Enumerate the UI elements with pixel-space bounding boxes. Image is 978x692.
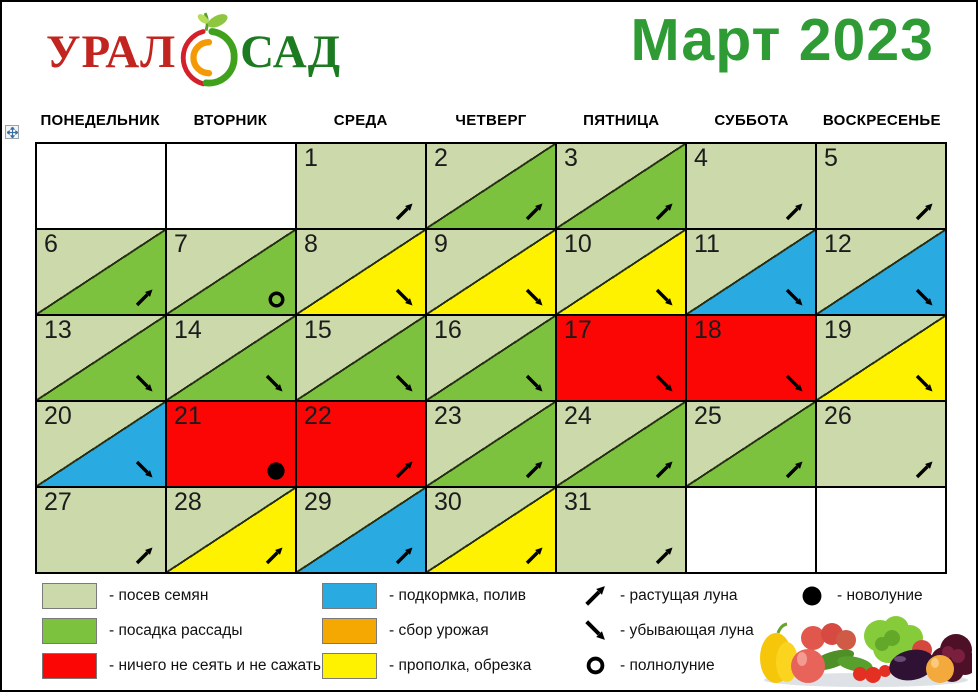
legend-label: - убывающая луна — [620, 621, 754, 639]
calendar-cell-27 — [37, 488, 165, 572]
legend-item-red — [42, 652, 321, 679]
apple-logo-icon — [177, 6, 239, 95]
vegetables-image — [760, 608, 972, 688]
calendar-cell-25 — [687, 402, 815, 486]
legend-item-yellow — [322, 652, 531, 679]
calendar-cell-9 — [427, 230, 555, 314]
waxing-moon-icon — [653, 544, 676, 567]
day-number: 13 — [44, 316, 72, 344]
legend-item-green — [42, 617, 321, 644]
calendar-cell-4 — [687, 144, 815, 228]
calendar-cell-7 — [167, 230, 295, 314]
green-color-swatch — [42, 618, 97, 644]
day-number: 12 — [824, 230, 852, 258]
day-number: 2 — [434, 144, 448, 172]
calendar-cell-16 — [427, 316, 555, 400]
waning-moon-icon — [783, 286, 806, 309]
day-number: 16 — [434, 316, 462, 344]
waning-moon-icon — [263, 372, 286, 395]
calendar-cell-23 — [427, 402, 555, 486]
legend-label: - подкормка, полив — [389, 586, 527, 604]
waxing-moon-icon — [133, 286, 156, 309]
calendar-cell-22 — [297, 402, 425, 486]
weekday-label: ПЯТНИЦА — [583, 112, 660, 129]
day-number: 24 — [564, 402, 592, 430]
calendar-cell-19 — [817, 316, 945, 400]
day-number: 8 — [304, 230, 318, 258]
calendar-cell-31 — [557, 488, 685, 572]
waxing-moon-icon — [783, 458, 806, 481]
calendar-cell-30 — [427, 488, 555, 572]
day-number: 25 — [694, 402, 722, 430]
legend-label: - полнолуние — [620, 656, 715, 674]
calendar-cell-20 — [37, 402, 165, 486]
waxing-moon-icon — [393, 544, 416, 567]
legend-item-blue — [322, 582, 531, 609]
calendar-grid — [35, 142, 947, 574]
waxing-moon-icon — [393, 200, 416, 223]
legend-item-waxing-moon — [578, 582, 754, 609]
day-number: 15 — [304, 316, 332, 344]
legend-item-sage — [42, 582, 321, 609]
waxing-moon-icon — [523, 200, 546, 223]
day-number: 17 — [564, 316, 592, 344]
waning-moon-icon — [133, 458, 156, 481]
waxing-moon-icon — [913, 200, 936, 223]
legend-item-new-moon — [795, 582, 923, 609]
brand-logo — [46, 6, 341, 98]
day-number: 6 — [44, 230, 58, 258]
waxing-moon-icon — [653, 458, 676, 481]
weekday-label: СРЕДА — [333, 112, 388, 129]
calendar-cell-11 — [687, 230, 815, 314]
full-moon-icon — [578, 655, 612, 676]
day-number: 20 — [44, 402, 72, 430]
calendar-cell-empty — [687, 488, 815, 572]
waxing-moon-icon — [523, 458, 546, 481]
weekday-label: СУББОТА — [714, 112, 789, 129]
weekday-label: ЧЕТВЕРГ — [455, 112, 527, 129]
waxing-moon-icon — [653, 200, 676, 223]
calendar-cell-28 — [167, 488, 295, 572]
day-number: 10 — [564, 230, 592, 258]
waxing-moon-icon — [133, 544, 156, 567]
day-number: 3 — [564, 144, 578, 172]
legend-newmoon-col — [795, 582, 923, 609]
day-number: 29 — [304, 488, 332, 516]
calendar-cell-26 — [817, 402, 945, 486]
waxing-moon-icon — [578, 582, 612, 609]
day-number: 22 — [304, 402, 332, 430]
yellow-color-swatch — [322, 653, 377, 679]
calendar-cell-15 — [297, 316, 425, 400]
calendar-cell-17 — [557, 316, 685, 400]
calendar-cell-21 — [167, 402, 295, 486]
calendar-cell-empty — [37, 144, 165, 228]
day-number: 9 — [434, 230, 448, 258]
day-number: 21 — [174, 402, 202, 430]
day-number: 26 — [824, 402, 852, 430]
day-number: 7 — [174, 230, 188, 258]
legend-label: - растущая луна — [620, 586, 738, 604]
day-number: 23 — [434, 402, 462, 430]
legend-label: - посев семян — [109, 586, 209, 604]
day-number: 28 — [174, 488, 202, 516]
logo-text-ural: УРАЛ — [46, 26, 177, 78]
calendar-cell-2 — [427, 144, 555, 228]
weekday-row — [35, 112, 947, 129]
waxing-moon-icon — [263, 544, 286, 567]
legend-label: - прополка, обрезка — [389, 656, 532, 674]
calendar-cell-3 — [557, 144, 685, 228]
day-number: 5 — [824, 144, 838, 172]
waning-moon-icon — [783, 372, 806, 395]
calendar-cell-13 — [37, 316, 165, 400]
legend-symbols-col — [578, 582, 754, 679]
calendar-cell-1 — [297, 144, 425, 228]
waning-moon-icon — [653, 286, 676, 309]
calendar-cell-empty — [167, 144, 295, 228]
weekday-label: ВТОРНИК — [193, 112, 268, 129]
calendar-cell-18 — [687, 316, 815, 400]
red-color-swatch — [42, 653, 97, 679]
day-number: 4 — [694, 144, 708, 172]
new-moon-icon — [266, 461, 286, 481]
calendar-cell-6 — [37, 230, 165, 314]
day-number: 14 — [174, 316, 202, 344]
waxing-moon-icon — [913, 458, 936, 481]
calendar-cell-5 — [817, 144, 945, 228]
sage-color-swatch — [42, 583, 97, 609]
blue-color-swatch — [322, 583, 377, 609]
waning-moon-icon — [393, 286, 416, 309]
new-moon-icon — [795, 585, 829, 607]
legend-label: - посадка рассады — [109, 621, 243, 639]
orange-color-swatch — [322, 618, 377, 644]
waning-moon-icon — [913, 372, 936, 395]
calendar-cell-empty — [817, 488, 945, 572]
day-number: 30 — [434, 488, 462, 516]
legend-colors-col1 — [42, 582, 321, 679]
day-number: 11 — [694, 230, 720, 258]
waning-moon-icon — [578, 617, 612, 644]
weekday-label: ПОНЕДЕЛЬНИК — [40, 112, 160, 129]
day-number: 1 — [304, 144, 318, 172]
calendar-cell-10 — [557, 230, 685, 314]
legend-item-orange — [322, 617, 531, 644]
legend-colors-col2 — [322, 582, 531, 679]
legend-label: - ничего не сеять и не сажать — [109, 656, 321, 674]
weekday-label: ВОСКРЕСЕНЬЕ — [822, 112, 941, 129]
waning-moon-icon — [913, 286, 936, 309]
calendar-cell-12 — [817, 230, 945, 314]
calendar-cell-24 — [557, 402, 685, 486]
waxing-moon-icon — [523, 544, 546, 567]
waning-moon-icon — [393, 372, 416, 395]
page-title: Март 2023 — [630, 7, 934, 73]
waning-moon-icon — [523, 286, 546, 309]
day-number: 31 — [564, 488, 592, 516]
day-number: 27 — [44, 488, 72, 516]
day-number: 18 — [694, 316, 722, 344]
legend-label: - новолуние — [837, 586, 923, 604]
calendar-cell-29 — [297, 488, 425, 572]
legend-item-full-moon — [578, 652, 754, 679]
table-move-handle-icon[interactable] — [5, 125, 19, 139]
calendar-cell-14 — [167, 316, 295, 400]
legend-label: - сбор урожая — [389, 621, 489, 639]
legend-item-waning-moon — [578, 617, 754, 644]
day-number: 19 — [824, 316, 852, 344]
full-moon-icon — [267, 290, 286, 309]
calendar-cell-8 — [297, 230, 425, 314]
waxing-moon-icon — [393, 458, 416, 481]
waning-moon-icon — [653, 372, 676, 395]
waxing-moon-icon — [783, 200, 806, 223]
logo-text-sad: САД — [240, 26, 342, 78]
waning-moon-icon — [523, 372, 546, 395]
waning-moon-icon — [133, 372, 156, 395]
